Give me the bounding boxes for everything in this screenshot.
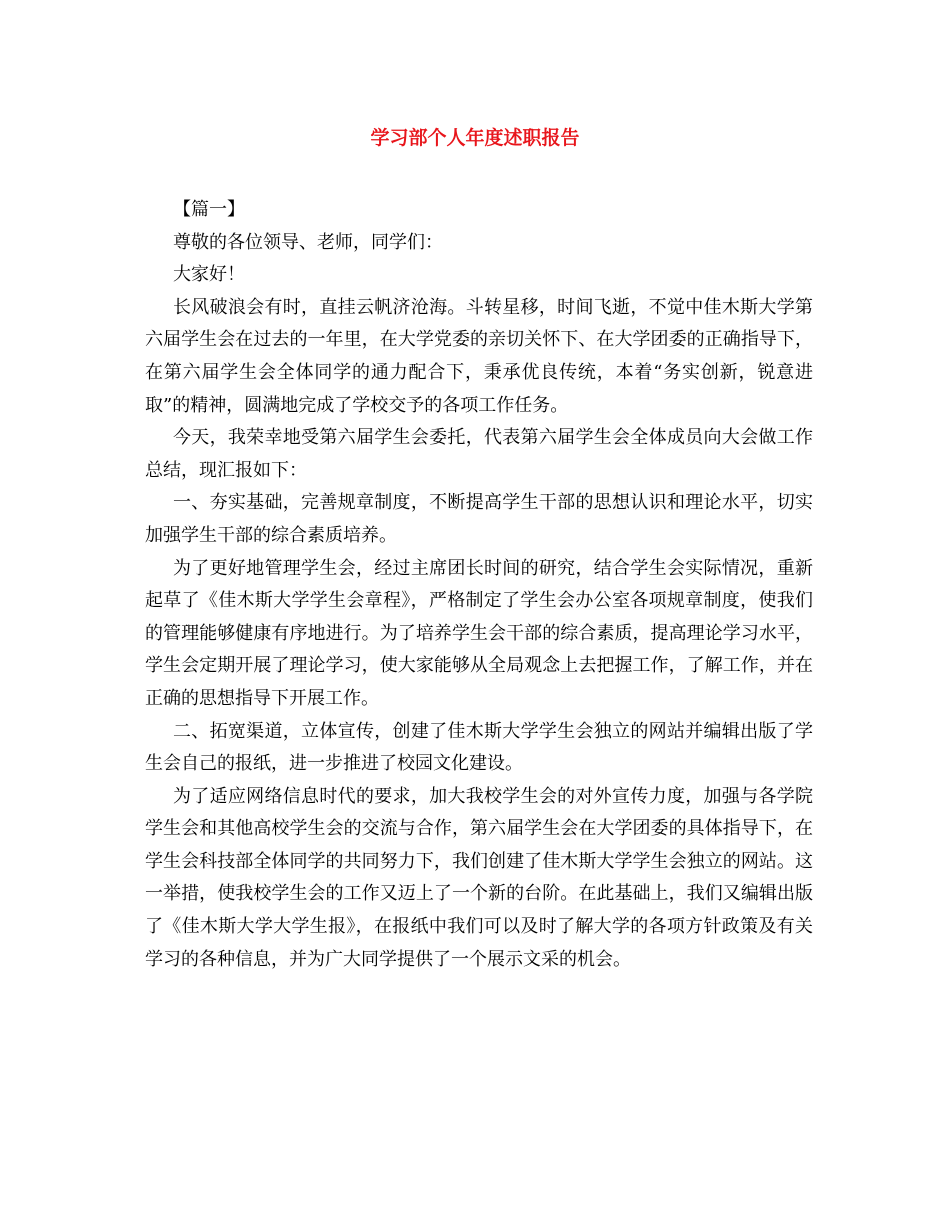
greeting: 大家好！ (173, 264, 245, 286)
salutation: 尊敬的各位领导、老师，同学们： (173, 231, 443, 253)
paragraph: 今天，我荣幸地受第六届学生会委托，代表第六届学生会全体成员向大会做工作总结，现汇报如下： (145, 427, 813, 481)
paragraph: 二、拓宽渠道，立体宣传，创建了佳木斯大学学生会独立的网站并编辑出版了学生会自己的报纸，进一步推进了校园文化建设。 (145, 720, 813, 775)
section-heading: 【篇一】 (173, 199, 245, 220)
paragraph: 一、夯实基础，完善规章制度，不断提高学生干部的思想认识和理论水平，切实加强学生干部的综合素质培养。 (145, 492, 813, 546)
page-title: 学习部个人年度述职报告 (370, 127, 580, 149)
document-body (145, 194, 813, 976)
paragraph: 长风破浪会有时，直挂云帆济沧海。斗转星移，时间飞逝，不觉中佳木斯大学第六届学生会在过去的一年里，在大学党委的亲切关怀下、在大学团委的正确指导下，在第六届学生会全体同学的通力配合下，秉承优良传统，本着“务实创新，锐意进取”的精神，圆满地完成了学校交予的各项工作任务。 (145, 296, 813, 416)
paragraph: 为了适应网络信息时代的要求，加大我校学生会的对外宣传力度，加强与各学院学生会和其他高校学生会的交流与合作，第六届学生会在大学团委的具体指导下，在学生会科技部全体同学的共同努力下，我们创建了佳木斯大学学生会独立的网站。这一举措，使我校学生会的工作又迈上了一个新的台阶。在此基础上，我们又编辑出版了《佳木斯大学大学生报》，在报纸中我们可以及时了解大学的各项方针政策及有关学习的各种信息，并为广大同学提供了一个展示文采的机会。 (145, 785, 813, 970)
paragraph: 为了更好地管理学生会，经过主席团长时间的研究，结合学生会实际情况，重新起草了《佳木斯大学学生会章程》，严格制定了学生会办公室各项规章制度，使我们的管理能够健康有序地进行。为了培养学生会干部的综合素质，提高理论学习水平，学生会定期开展了理论学习，使大家能够从全局观念上去把握工作，了解工作，并在正确的思想指导下开展工作。 (145, 557, 813, 709)
